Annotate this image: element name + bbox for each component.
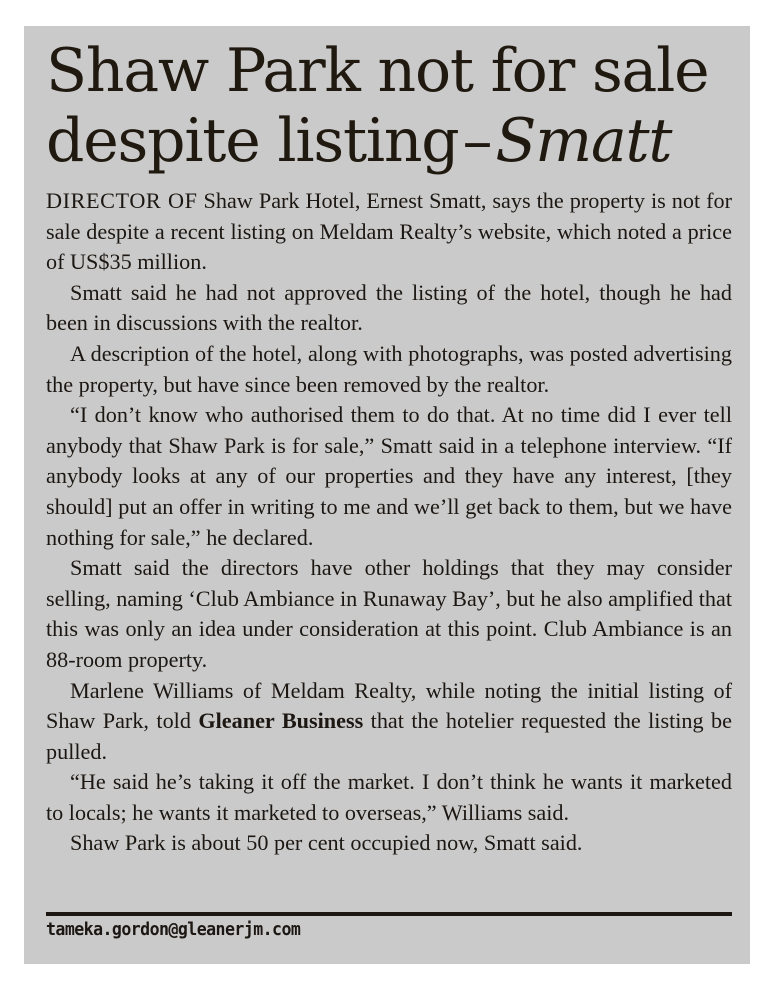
paragraph-5: Smatt said the directors have other holdings that they may consider selling, naming ‘Club Ambiance in Runaway Bay’, but he also amplified that this was only an idea under consideration at this point. Club Ambiance is an 88-room property. <box>46 555 732 672</box>
divider-rule <box>46 912 732 916</box>
paragraph-1 <box>46 186 732 278</box>
paragraph-6-text-b: that the hotelier requested the listing be pulled. <box>46 708 732 764</box>
paragraph-3: A description of the hotel, along with photographs, was posted advertising the property, but have since been removed by the realtor. <box>46 340 732 397</box>
headline-line-2: despite listing <box>46 106 459 176</box>
headline <box>46 36 732 176</box>
news-clipping <box>24 26 750 964</box>
article-body <box>46 186 732 859</box>
publication-name: Gleaner Business <box>198 708 364 734</box>
headline-name: Smatt <box>495 106 672 176</box>
headline-line-1: Shaw Park not for sale <box>46 36 709 106</box>
paragraph-1-text: Shaw Park Hotel, Ernest Smatt, says the property is not for sale despite a recent listing on Meldam Realty’s website, which noted a price of US$35 million. <box>46 188 732 275</box>
headline-dash: – <box>462 106 492 176</box>
paragraph-6 <box>46 676 732 768</box>
lead-in: DIRECTOR OF <box>46 188 198 213</box>
author-email: tameka.gordon@gleanerjm.com <box>46 919 301 940</box>
paragraph-4: “I don’t know who authorised them to do that. At no time did I ever tell anybody that Shaw Park is for sale,” Smatt said in a telephone interview. “If anybody looks at any of our properties and they have any interest, [they should] put an offer in writing to me and we’ll get back to them, but we have nothing for sale,” he declared. <box>46 402 732 550</box>
paragraph-8: Shaw Park is about 50 per cent occupied now, Smatt said. <box>70 830 583 856</box>
paragraph-7: “He said he’s taking it off the market. I don’t think he wants it marketed to locals; he wants it marketed to overseas,” Williams said. <box>46 769 732 825</box>
paragraph-2: Smatt said he had not approved the listing of the hotel, though he had been in discussions with the realtor. <box>46 279 732 336</box>
paragraph-6-text-a: Marlene Williams of Meldam Realty, while noting the initial listing of Shaw Park, told <box>46 677 732 734</box>
